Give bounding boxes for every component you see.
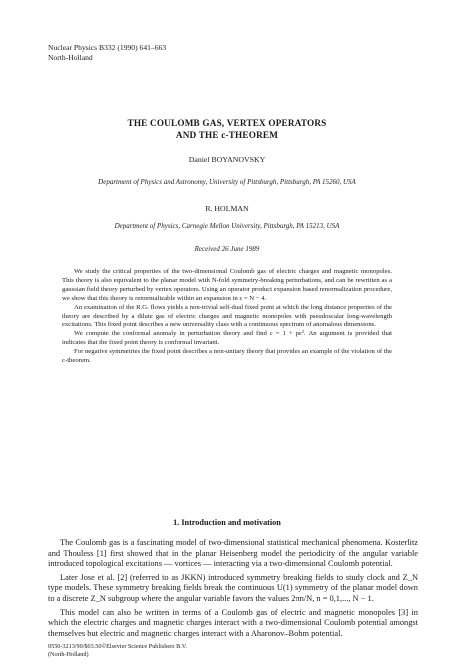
abstract <box>62 268 392 366</box>
journal-header <box>48 43 166 63</box>
journal-publisher: North-Holland <box>48 53 93 62</box>
title-line-2: AND THE c-THEOREM <box>175 130 279 140</box>
body-text <box>48 538 418 642</box>
author-affiliation: Department of Physics and Astronomy, University of Pittsburgh, Pittsburgh, PA 15260, USA <box>98 178 356 186</box>
copyright-footer <box>48 643 187 659</box>
body-paragraph: The Coulomb gas is a fascinating model of two-dimensional statistical mechanical phenomena. Kosterlitz and Thouless [1] first showed that in the planar Heisenberg model the periodicity of the angular variable introduced topological excitations — vortices — interacting via a two-dimensional Coulomb potential. <box>48 538 418 569</box>
author-name: R. HOLMAN <box>205 204 249 213</box>
received-date: Received 26 June 1989 <box>194 245 260 253</box>
author-affiliation: Department of Physics, Carnegie Mellon University, Pittsburgh, PA 15213, USA <box>114 222 340 230</box>
footer-issn: 0550-3213/90/$03.50©Elsevier Science Publishers B.V. <box>48 643 187 650</box>
abstract-paragraph: We compute the conformal anomaly in perturbation theory and find c = 1 + pε². An argument is provided that indicates that the fixed point theory is conformal invariant. <box>62 330 392 347</box>
paper-title <box>0 117 454 141</box>
abstract-paragraph: For negative symmetries the fixed point describes a non-unitary theory that provides an example of the violation of the c-theorem. <box>62 348 392 365</box>
abstract-paragraph: We study the critical properties of the two-dimensional Coulomb gas of electric charges and magnetic monopoles. This theory is also equivalent to the planar model with N-fold symmetry-breaking perturbations, and can be rewritten as a gaussian field theory perturbed by vertex operators. Using an operator product expansion based renormalization procedure, we show that this theory is renormalizable within an expansion in ε = N − 4. <box>62 268 392 302</box>
author-name: Daniel BOYANOVSKY <box>188 155 266 164</box>
section-heading: 1. Introduction and motivation <box>173 518 281 527</box>
body-paragraph: This model can also be written in terms of a Coulomb gas of electric and magnetic monopoles [3] in which the electric charges and magnetic charges interact with a two-dimensional Coulomb potential amongst themselves but electric and magnetic charges interact with a Aharonov–Bohm potential. <box>48 607 418 638</box>
title-line-1: THE COULOMB GAS, VERTEX OPERATORS <box>127 118 327 128</box>
abstract-paragraph: An examination of the R.G. flows yields a non-trivial self-dual fixed point at which the long distance properties of the theory are described by a dilute gas of electric charges and magnetic monopoles with pseudoscalar long-wavelength excitations. This fixed point describes a new universality class with a continuous spectrum of anomalous dimensions. <box>62 303 392 329</box>
footer-publisher: (North-Holland) <box>48 651 89 658</box>
journal-citation: Nuclear Physics B332 (1990) 641–663 <box>48 43 167 52</box>
body-paragraph: Later Jose et al. [2] (referred to as JKKN) introduced symmetry breaking fields to study clock and Z_N type models. These symmetry breaking fields break the continuous U(1) symmetry of the planar model down to a discrete Z_N subgroup where the angular variable favors the values 2πn/N, n = 0,1,..., N − 1. <box>48 572 418 603</box>
